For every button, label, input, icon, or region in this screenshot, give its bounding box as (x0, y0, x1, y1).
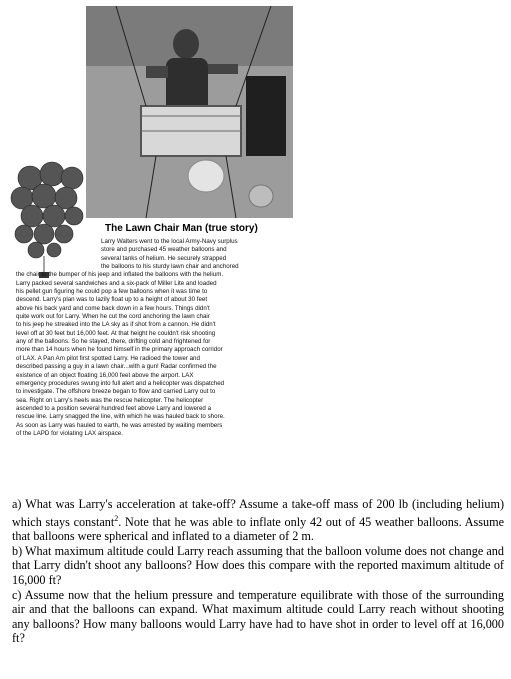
question-c: c) Assume now that the helium pressure and temperature equilibrate with those of the surrounding air and that the balloons can expand. What maximum altitude could Larry reach without shooting any balloons? How many balloons would Larry have had to have shot in order to level off at 16,000 ft? (12, 587, 504, 646)
article-line: emergency procedures swung into full alert and a helicopter was dispatched (16, 379, 225, 387)
homework-questions (12, 497, 504, 646)
article-line: rescue line. Larry snagged the line, with which he was hauled back to shore. (16, 413, 225, 421)
article-line: the chair to the bumper of his jeep and inflated the balloons with the helium. (16, 271, 224, 279)
article-line: to investigate. The offshore breeze began to flow and carried Larry out to (16, 388, 216, 396)
article-line: above his back yard and come back down in a few hours. Things didn't (16, 304, 210, 312)
article-line: descend. Larry's plan was to lazily float up to a height of about 30 feet (16, 296, 208, 304)
article-line: ascended to a position several hundred feet above Larry and lowered a (16, 404, 212, 412)
question-a (12, 497, 504, 544)
article-line: Larry Walters went to the local Army-Navy surplus (101, 238, 238, 245)
article-line: quite work out for Larry. When he cut the cord anchoring the lawn chair (16, 313, 210, 321)
article-line: As soon as Larry was hauled to earth, he was arrested by waiting members (16, 421, 223, 429)
lawn-chair-photo (86, 6, 293, 218)
question-b: b) What maximum altitude could Larry reach assuming that the balloon volume does not change and that Larry didn't shoot any balloons? How does this compare with the reported maximum altitude of 16,000 ft? (12, 543, 504, 588)
article-line: described passing a guy in a lawn chair...with a gun! Radar confirmed the (16, 363, 217, 371)
article-line: several tanks of helium. He securely strapped (101, 254, 227, 262)
article-line: more than 14 hours when he found himself in the primary approach corridor (16, 346, 223, 354)
question-a-text: a) What was Larry's acceleration at take-off? Assume a take-off mass of 200 lb (including helium) which stays constant (12, 497, 504, 529)
news-clipping (8, 6, 298, 476)
article-line: of LAX. A Pan Am pilot first spotted Larry. He radioed the tower and (16, 354, 200, 362)
article-line: level off at 30 feet but 16,000 feet. At that height he couldn't risk shooting (16, 329, 216, 337)
article-line: the balloons to his sturdy lawn chair and anchored (101, 263, 239, 271)
article-line: of the LAPD for violating LAX airspace. (16, 429, 123, 437)
article-line: his pellet gun figuring he could pop a few balloons when it was time to (16, 288, 208, 296)
article-line: Larry packed several sandwiches and a six-pack of Miller Lite and loaded (16, 279, 217, 287)
footnote-marker: 2 (114, 513, 119, 523)
article-line: sea. Right on Larry's heels was the rescue helicopter. The helicopter (16, 396, 204, 404)
article-line: any of the balloons. So he stayed, there, drifting cold and frightened for (16, 338, 211, 346)
article-line: store and purchased 45 weather balloons and (101, 246, 227, 254)
article-title: The Lawn Chair Man (true story) (105, 223, 258, 234)
question-a-text-rest: . Note that he was able to inflate only 42 out of 45 weather balloons. Assume that balloons were spherical and inflated to a diameter of 2 m. (12, 514, 504, 544)
article-line: existence of an object floating 16,000 feet above the airport. LAX (16, 371, 194, 379)
article-line: to his jeep he streaked into the LA sky as if shot from a cannon. He didn't (16, 321, 216, 329)
article-body (16, 238, 299, 438)
